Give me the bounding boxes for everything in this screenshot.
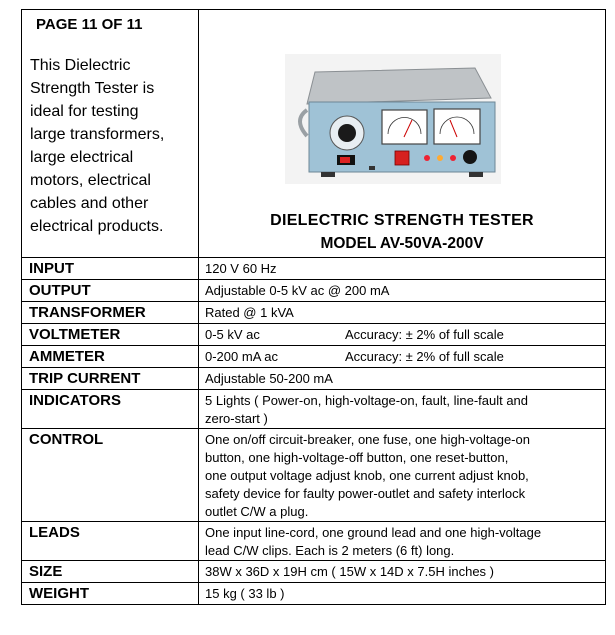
intro-cell	[22, 10, 199, 258]
spec-label: LEADS	[22, 522, 199, 561]
spec-label: AMMETER	[22, 346, 199, 368]
spec-value: Adjustable 50-200 mA	[199, 368, 606, 390]
spec-label: INPUT	[22, 258, 199, 280]
spec-accuracy: Accuracy: ± 2% of full scale	[345, 349, 504, 364]
spec-row-voltmeter	[22, 324, 606, 346]
spec-value-line: zero-start )	[205, 411, 268, 426]
spec-table	[21, 9, 606, 605]
spec-value-line: One on/off circuit-breaker, one fuse, one high-voltage-on	[205, 432, 530, 447]
spec-value-range: 0-200 mA ac	[205, 349, 278, 364]
spec-value: 120 V 60 Hz	[199, 258, 606, 280]
product-photo	[285, 54, 501, 184]
spec-label: WEIGHT	[22, 583, 199, 605]
spec-label: INDICATORS	[22, 390, 199, 429]
spec-row-trip-current	[22, 368, 606, 390]
product-model: MODEL AV-50VA-200V	[320, 235, 484, 252]
spec-label: TRANSFORMER	[22, 302, 199, 324]
spec-sheet	[21, 9, 605, 605]
spec-value-range: 0-5 kV ac	[205, 327, 260, 342]
description-line: large transformers,	[30, 126, 165, 143]
description-line: This Dielectric	[30, 57, 131, 74]
spec-row-control	[22, 429, 606, 522]
spec-row-weight	[22, 583, 606, 605]
spec-row-transformer	[22, 302, 606, 324]
spec-label: CONTROL	[22, 429, 199, 522]
spec-row-ammeter	[22, 346, 606, 368]
spec-value-line: lead C/W clips. Each is 2 meters (6 ft) long.	[205, 543, 455, 558]
spec-value: Adjustable 0-5 kV ac @ 200 mA	[199, 280, 606, 302]
description-line: electrical products.	[30, 218, 164, 235]
description-line: large electrical	[30, 149, 134, 166]
spec-value: 15 kg ( 33 lb )	[199, 583, 606, 605]
description-line: ideal for testing	[30, 103, 139, 120]
spec-value	[199, 429, 606, 522]
spec-value: Rated @ 1 kVA	[199, 302, 606, 324]
spec-row-size	[22, 561, 606, 583]
spec-value	[199, 390, 606, 429]
spec-accuracy: Accuracy: ± 2% of full scale	[345, 327, 504, 342]
spec-value-line: outlet C/W a plug.	[205, 504, 309, 519]
spec-value: 38W x 36D x 19H cm ( 15W x 14D x 7.5H inches )	[199, 561, 606, 583]
spec-label: TRIP CURRENT	[22, 368, 199, 390]
spec-row-input	[22, 258, 606, 280]
spec-value-line: safety device for faulty power-outlet and safety interlock	[205, 486, 526, 501]
description-line: Strength Tester is	[30, 80, 155, 97]
spec-label: SIZE	[22, 561, 199, 583]
page-label: PAGE 11 OF 11	[36, 16, 143, 33]
spec-label: OUTPUT	[22, 280, 199, 302]
description-line: motors, electrical	[30, 172, 151, 189]
spec-value-line: one output voltage adjust knob, one current adjust knob,	[205, 468, 529, 483]
spec-label: VOLTMETER	[22, 324, 199, 346]
spec-value	[199, 522, 606, 561]
spec-value-line: One input line-cord, one ground lead and one high-voltage	[205, 525, 542, 540]
spec-value-line: 5 Lights ( Power-on, high-voltage-on, fault, line-fault and	[205, 393, 529, 408]
spec-value-line: button, one high-voltage-off button, one reset-button,	[205, 450, 509, 465]
spec-row-leads	[22, 522, 606, 561]
spec-value	[199, 324, 606, 346]
product-cell	[199, 10, 606, 258]
product-title: DIELECTRIC STRENGTH TESTER	[270, 212, 534, 229]
spec-row-indicators	[22, 390, 606, 429]
description-line: cables and other	[30, 195, 149, 212]
spec-value	[199, 346, 606, 368]
spec-row-output	[22, 280, 606, 302]
product-description	[30, 54, 190, 238]
